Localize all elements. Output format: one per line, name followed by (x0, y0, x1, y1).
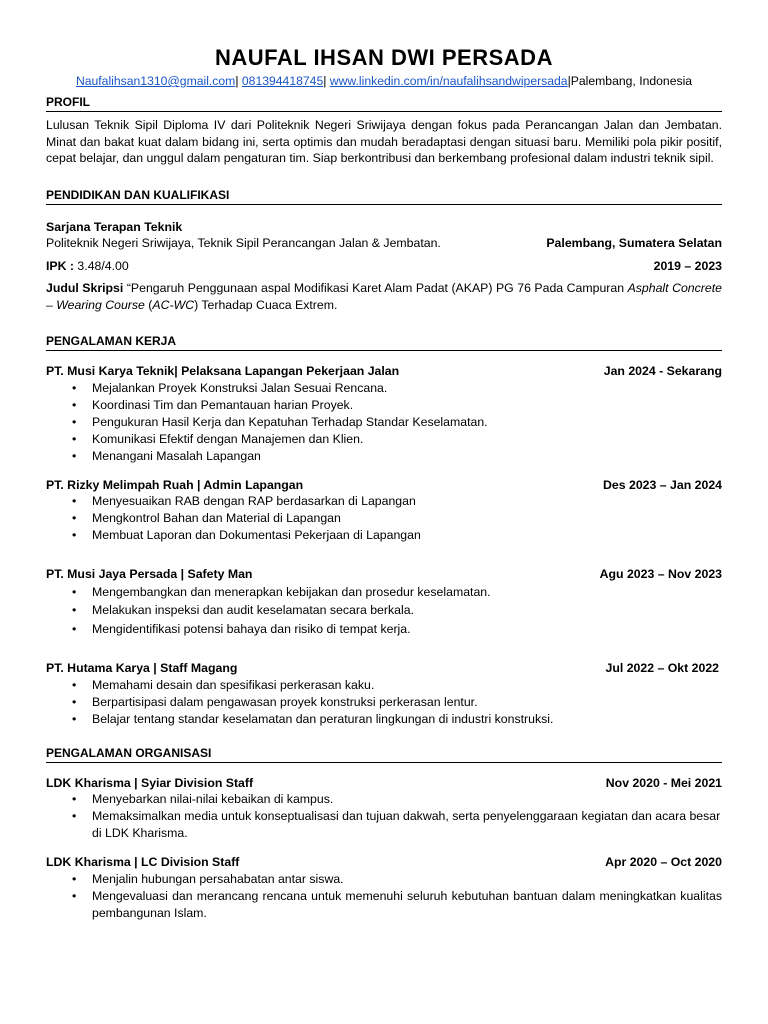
job-title: PT. Hutama Karya | Staff Magang (46, 661, 238, 675)
thesis-text-italic: AC-WC (152, 297, 195, 312)
education-years: 2019 – 2023 (653, 258, 722, 273)
education-ipk-row (46, 258, 722, 275)
candidate-name: NAUFAL IHSAN DWI PERSADA (215, 45, 553, 70)
resume-page (46, 44, 722, 922)
separator: | (235, 74, 239, 88)
list-item: • Memahami desain dan spesifikasi perkerasan kaku. (92, 677, 722, 694)
list-item: • Mengembangkan dan menerapkan kebijakan dan prosedur keselamatan. (92, 583, 722, 602)
job-date: Jan 2024 - Sekarang (603, 364, 722, 378)
job-title: PT. Musi Jaya Persada | Safety Man (46, 567, 253, 581)
thesis-text: ) Terhadap Cuaca Extrem. (194, 297, 338, 312)
job-entry (46, 566, 722, 638)
job-date: Agu 2023 – Nov 2023 (599, 567, 722, 581)
ipk-label: IPK : (46, 258, 75, 273)
org-title: LDK Kharisma | Syiar Division Staff (46, 775, 254, 790)
job-date: Des 2023 – Jan 2024 (603, 477, 722, 492)
email-link[interactable]: Naufalihsan1310@gmail.com (75, 74, 236, 88)
degree-title: Sarjana Terapan Teknik (46, 219, 183, 234)
job-title: PT. Musi Karya Teknik| Pelaksana Lapangan Pekerjaan Jalan (46, 364, 400, 378)
list-item: • Menyesuaikan RAB dengan RAP berdasarkan di Lapangan (92, 493, 722, 510)
org-date: Nov 2020 - Mei 2021 (605, 775, 722, 790)
section-heading-organisasi: PENGALAMAN ORGANISASI (46, 746, 722, 763)
org-date: Apr 2020 – Oct 2020 (605, 855, 722, 869)
location-text: Palembang, Indonesia (570, 74, 693, 88)
list-item: • Menjalin hubungan persahabatan antar siswa. (92, 871, 722, 888)
job-entry (46, 660, 722, 728)
separator: | (567, 74, 571, 88)
list-item: • Menyebarkan nilai-nilai kebaikan di kampus. (92, 791, 722, 808)
thesis-label: Judul Skripsi (46, 281, 124, 295)
thesis-text-italic: Asphalt Concrete – Wearing Course (46, 281, 722, 312)
separator: | (323, 74, 327, 88)
organization-entry (46, 775, 722, 843)
thesis-text: “Pengaruh Penggunaan aspal Modifikasi Karet Alam Padat (AKAP) PG 76 Pada Campuran (123, 281, 628, 295)
education-school-row (46, 235, 722, 252)
list-item: • Belajar tentang standar keselamatan dan peraturan lingkungan di industri konstruksi. (92, 711, 722, 728)
list-item: • Berpartisipasi dalam pengawasan proyek konstruksi perkerasan lentur. (92, 694, 722, 711)
thesis-title (46, 280, 722, 313)
job-entry (46, 477, 722, 545)
list-item: • Mengidentifikasi potensi bahaya dan risiko di tempat kerja. (92, 620, 722, 639)
school-name: Politeknik Negeri Sriwijaya, Teknik Sipil Perancangan Jalan & Jembatan. (46, 236, 441, 250)
job-entry (46, 363, 722, 465)
list-item: • Komunikasi Efektif dengan Manajemen dan Klien. (92, 431, 722, 448)
list-item: • Mengkontrol Bahan dan Material di Lapangan (92, 510, 722, 527)
organization-entry (46, 854, 722, 922)
education-degree-row (46, 219, 722, 236)
list-item: • Koordinasi Tim dan Pemantauan harian Proyek. (92, 397, 722, 414)
list-item: • Menangani Masalah Lapangan (92, 448, 722, 465)
phone-link[interactable]: 081394418745 (241, 74, 324, 88)
list-item: • Pengukuran Hasil Kerja dan Kepatuhan Terhadap Standar Keselamatan. (92, 414, 722, 431)
job-title: PT. Rizky Melimpah Ruah | Admin Lapangan (46, 477, 304, 492)
list-item: • Membuat Laporan dan Dokumentasi Pekerjaan di Lapangan (92, 527, 722, 544)
profile-summary: Lulusan Teknik Sipil Diploma IV dari Politeknik Negeri Sriwijaya dengan fokus pada Perancangan Jalan dan Jembatan. Minat dan bakat kuat dalam bidang ini, serta optimis dan mudah beradaptasi dengan situasi baru. Memiliki pola pikir positif, cepat belajar, dan unggul dalam pengaturan tim. Siap berkontribusi dan berkembang profesional dalam industri teknik sipil. (46, 118, 722, 165)
ipk-value: 3.48/4.00 (74, 258, 129, 273)
thesis-text: ( (144, 297, 153, 312)
school-location: Palembang, Sumatera Selatan (546, 236, 722, 250)
section-heading-pendidikan: PENDIDIKAN DAN KUALIFIKASI (46, 188, 722, 205)
org-title: LDK Kharisma | LC Division Staff (46, 855, 240, 869)
contact-line (46, 73, 722, 89)
section-heading-profil: PROFIL (46, 95, 722, 112)
list-item: • Mengevaluasi dan merancang rencana untuk memenuhi seluruh kebutuhan bantuan dalam meningkatkan kualitas pembangunan Islam. (92, 888, 722, 922)
section-heading-kerja: PENGALAMAN KERJA (46, 334, 722, 351)
list-item: • Memaksimalkan media untuk konseptualisasi dan tujuan dakwah, serta penyelenggaraan kegiatan dan acara besar di LDK Kharisma. (92, 808, 722, 842)
job-date: Jul 2022 – Okt 2022 (605, 661, 719, 675)
list-item: • Mejalankan Proyek Konstruksi Jalan Sesuai Rencana. (92, 380, 722, 397)
linkedin-link[interactable]: www.linkedin.com/in/naufalihsandwipersada (329, 74, 568, 88)
list-item: • Melakukan inspeksi dan audit keselamatan secara berkala. (92, 601, 722, 620)
